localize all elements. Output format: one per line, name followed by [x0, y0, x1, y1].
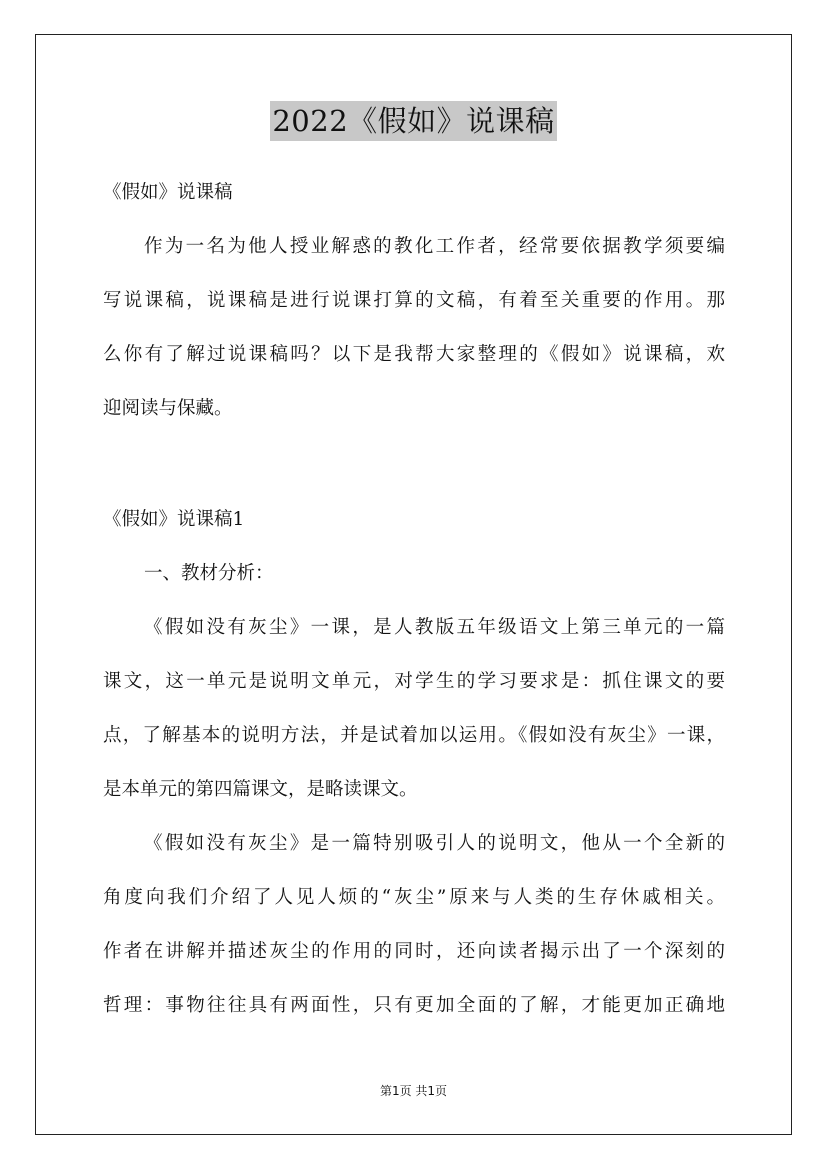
- paragraph2-line-4: 哲理：事物往往具有两面性，只有更加全面的了解，才能更加正确地: [103, 995, 725, 1016]
- document-subtitle: 《假如》说课稿: [103, 182, 233, 203]
- title-container: [0, 101, 827, 141]
- section-heading: 《假如》说课稿1: [103, 509, 245, 530]
- intro-line-4: 迎阅读与保藏。: [103, 398, 233, 419]
- paragraph2-line-2: 角度向我们介绍了人见人烦的“灰尘”原来与人类的生存休戚相关。: [103, 887, 725, 908]
- document-title: 2022《假如》说课稿: [270, 101, 556, 141]
- paragraph1-line-4: 是本单元的第四篇课文，是略读课文。: [103, 779, 418, 800]
- paragraph1-line-2: 课文，这一单元是说明文单元，对学生的学习要求是：抓住课文的要: [103, 671, 725, 692]
- paragraph2-line-3: 作者在讲解并描述灰尘的作用的同时，还向读者揭示出了一个深刻的: [103, 941, 725, 962]
- paragraph1-line-3: 点，了解基本的说明方法，并是试着加以运用。《假如没有灰尘》一课，: [103, 725, 725, 746]
- paragraph2-line-1: 《假如没有灰尘》是一篇特别吸引人的说明文，他从一个全新的: [144, 833, 725, 854]
- intro-line-3: 么你有了解过说课稿吗？以下是我帮大家整理的《假如》说课稿，欢: [103, 344, 725, 365]
- subsection-heading: 一、教材分析：: [144, 563, 274, 584]
- paragraph1-line-1: 《假如没有灰尘》一课，是人教版五年级语文上第三单元的一篇: [144, 617, 725, 638]
- intro-line-1: 作为一名为他人授业解惑的教化工作者，经常要依据教学须要编: [144, 236, 725, 257]
- page-number-footer: 第1页 共1页: [379, 1084, 448, 1098]
- intro-line-2: 写说课稿，说课稿是进行说课打算的文稿，有着至关重要的作用。那: [103, 290, 725, 311]
